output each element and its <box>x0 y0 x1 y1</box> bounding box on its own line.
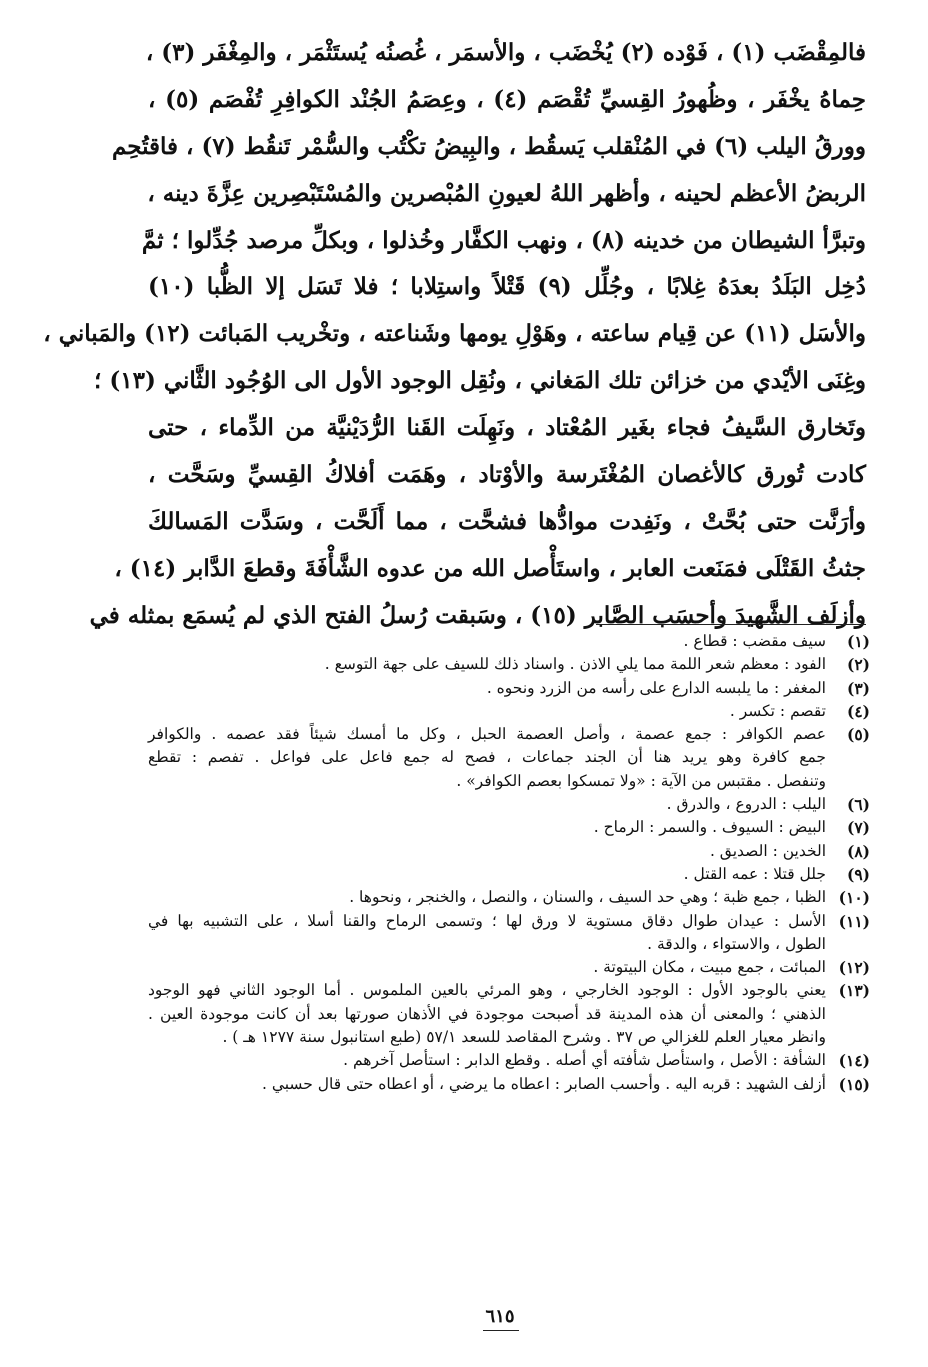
footnote-9 <box>148 863 870 886</box>
footnote-line: الفود : معظم شعر اللمة مما يلي الاذن . واسناد ذلك للسيف على جهة التوسع . <box>324 655 826 674</box>
footnote-text <box>148 816 826 839</box>
main-text-line: وتبرَّأ الشيطان من خدينه (٨) ، ونهب الكفَّار وخُذلوا ، وبكلِّ مرصد جُدِّلوا ؛ ثمَّ <box>141 226 866 254</box>
footnote-text <box>148 956 826 979</box>
footnote-line: الذهني ؛ والمعنى أن هذه المدينة قد أصبحت موجودة في الأذهان صورتها بعد أن كانت موجودة العين . <box>148 1004 826 1023</box>
footnote-line: جلل قتلا : عمه القتل . <box>683 864 826 883</box>
footnote-text <box>148 1073 826 1096</box>
footnotes-list <box>148 630 870 1096</box>
footnote-line: أزلف الشهيد : قربه اليه . وأحسب الصابر : اعطاه ما يرضي ، أو اعطاه حتى قال حسبي . <box>261 1074 826 1093</box>
main-text-line: وأزلَف الشَّهيدَ وأحسَب الصَّابر (١٥) ، وسَبقت رُسلُ الفتح الذي لم يُسمَع بمثله في <box>89 601 866 629</box>
footnote-6 <box>148 793 870 816</box>
footnote-15 <box>148 1073 870 1096</box>
footnote-text <box>148 677 826 700</box>
main-text-line: جثثُ القَتْلَى فمَنَعت العابر ، واستَأْصل الله من عدوه الشَّأْفَةَ وقطعَ الدَّابر (١٤) ، <box>114 554 866 582</box>
footnote-text <box>148 863 826 886</box>
main-text-line: دُخِل البَلَدُ بعدَهُ غِلابًا ، وجُلِّل (٩) قَتْلاً واستِلابا ؛ فلا تَسَل إلا الظُّبا (١٠) <box>148 273 866 301</box>
main-text-line: كادت تُورق كالأغصان المُغْتَرسة والأوْتاد ، وهَمَت أفلاكُ القِسيِّ وسَحَّت ، <box>148 461 866 489</box>
footnote-number: (١١) <box>838 911 870 931</box>
footnote-number: (١٣) <box>838 981 870 1001</box>
footnote-line: المبائت ، جمع مبيت ، مكان البيتوتة . <box>593 958 826 977</box>
main-text-line: الربضُ الأعظم لحينه ، وأظهر اللهُ لعيونِ المُبْصرين والمُسْتَبْصِرين عِزَّةَ دينه ، <box>147 179 866 207</box>
footnote-line: اليلب : الدروع ، والدرق . <box>666 795 826 814</box>
footnote-line: تقصم : تكسر . <box>729 701 826 720</box>
footnote-number: (١) <box>846 632 870 651</box>
footnote-number: (١٠) <box>838 888 870 908</box>
main-text-line: وأرَنَّت حتى بُحَّتْ ، ونَفِدت موادُّها فشحَّت ، مما أَلَحَّت ، وسَدَّت المَسالكَ <box>148 507 866 535</box>
footnote-text <box>148 979 826 1049</box>
footnote-13 <box>148 979 870 1049</box>
footnote-text <box>148 1049 826 1072</box>
main-text-line: فالمِقْضَب (١) ، فَوْده (٢) يُخْضَب ، والأسمَر ، غُصنُه يُستَثْمَر ، والمِغْفَر (٣) ، <box>145 39 866 66</box>
footnote-line: الطول ، والاستواء ، والدقة . <box>647 934 826 953</box>
footnote-number: (٥) <box>846 725 870 745</box>
footnote-line: الخدين : الصديق . <box>709 841 826 860</box>
footnote-number: (٨) <box>846 841 870 861</box>
footnote-8 <box>148 840 870 863</box>
footnote-text <box>148 630 826 653</box>
footnote-number: (١٤) <box>838 1051 870 1071</box>
footnote-line: المغفر : ما يلبسه الدارع على رأسه من الزرد ونحوه . <box>486 678 826 697</box>
main-text <box>43 30 866 640</box>
footnote-separator <box>596 624 866 625</box>
main-text-line: وغِنَى الأيْدي من خزائن تلك المَغاني ، ونُقِل الوجود الأول الى الوُجُود الثَّاني (١٣) ؛ <box>94 367 866 395</box>
footnote-line: البيض : السيوف . والسمر : الرماح . <box>593 818 826 837</box>
footnote-number: (٧) <box>846 818 870 838</box>
footnote-4 <box>148 700 870 723</box>
footnote-2 <box>148 653 870 676</box>
page-number-underline <box>483 1330 519 1331</box>
footnote-text <box>148 653 826 676</box>
footnote-number: (٩) <box>846 864 870 884</box>
main-text-line: وتَخارق السَّيفُ فجاء بغَير المُعْتاد ، ونَهِلَت القَنا الرُّدَيْنيَّة من الدِّماء ، حتى <box>148 414 866 442</box>
footnote-number: (٢) <box>846 655 870 675</box>
footnote-number: (٦) <box>846 795 870 815</box>
footnote-3 <box>148 677 870 700</box>
footnote-line: سيف مقضب : قطاع . <box>683 632 826 650</box>
footnote-number: (١٥) <box>838 1074 870 1094</box>
footnote-line: الشأفة : الأصل ، واستأصل شأفته أي أصله . وقطع الدابر : استأصل آخرهم . <box>343 1051 826 1070</box>
main-text-line: والأسَل (١١) عن قِيام ساعته ، وهَوْلِ يومها وشَناعته ، وتخْريب المَبائت (١٢) والمَباني ، <box>43 320 866 348</box>
footnote-line: عصم الكوافر : جمع عصمة ، وأصل العصمة الحبل ، وكل ما أمسك شيئاً فقد عصمه . والكوافر <box>148 725 826 744</box>
footnote-text <box>148 840 826 863</box>
footnote-7 <box>148 816 870 839</box>
footnote-11 <box>148 910 870 957</box>
footnote-1 <box>148 630 870 653</box>
footnote-number: (٣) <box>846 678 870 698</box>
footnote-number: (٤) <box>846 701 870 721</box>
footnote-line: وتنفصل . مقتبس من الآية : «ولا تمسكوا بعصم الكوافر» . <box>456 771 826 790</box>
footnote-line: جمع كافرة وهو يريد هنا أن الجند جماعات ، فصح له جمع فاعل على فواعل . تفصم : تقطع <box>148 748 826 767</box>
footnote-number: (١٢) <box>838 958 870 978</box>
footnote-line: يعني بالوجود الأول : الوجود الخارجي ، وهو المرئي بالعين الملموس . أما الوجود الثاني فهو الوجود <box>148 981 826 1000</box>
main-text-line: حِماهُ يخْفَر ، وظُهورُ القِسيِّ تُقْصَم (٤) ، وعِصَمُ الجُنْد الكوافِرِ تُفْصَم (٥) ، <box>148 85 866 113</box>
footnote-text <box>148 910 826 957</box>
footnote-text <box>148 793 826 816</box>
footnote-12 <box>148 956 870 979</box>
footnote-10 <box>148 886 870 909</box>
footnote-line: الأسل : عيدان طوال دقاق مستوية لا ورق لها ؛ وتسمى الرماح والقنا أسلا ، على التشبيه بها في <box>148 911 826 930</box>
footnote-text <box>148 700 826 723</box>
footnote-14 <box>148 1049 870 1072</box>
footnote-text <box>148 886 826 909</box>
page-number: ٦١٥ <box>485 1306 515 1327</box>
footnote-text <box>148 723 826 793</box>
footnote-line: وانظر معيار العلم للغزالي ص ٣٧ . وشرح المقاصد للسعد ٥٧/١ (طبع استانبول سنة ١٢٧٧ هـ ) . <box>222 1028 826 1047</box>
footnote-5 <box>148 723 870 793</box>
main-text-line: وورقُ اليلب (٦) في المُنْقلب يَسقُط ، والبِيضُ تكْتُب والسُّمْر تَنقُط (٧) ، فاقتُحِم <box>111 132 866 160</box>
footnote-line: الظبا ، جمع ظبة ؛ وهي حد السيف ، والسنان ، والنصل ، والخنجر ، ونحوها . <box>349 888 826 907</box>
